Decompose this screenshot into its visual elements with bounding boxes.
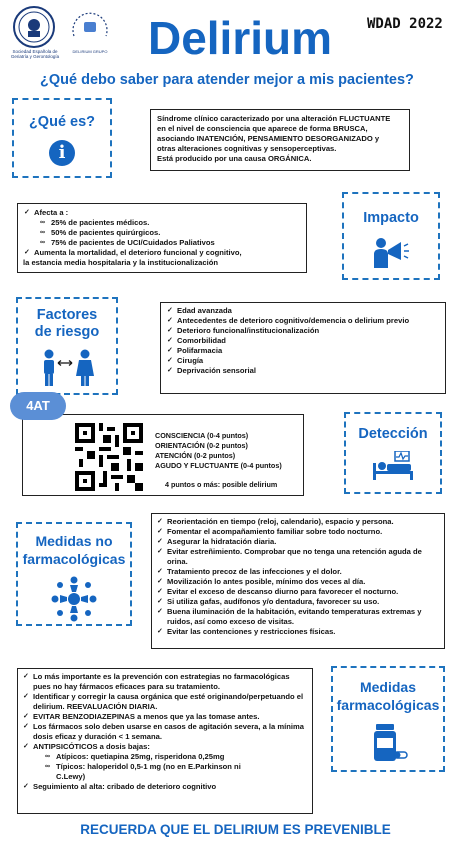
info-icon: i (49, 140, 75, 166)
deteccion-box (22, 414, 304, 496)
aumenta-text: ✓ Aumenta la mortalidad, el deterioro funcional y cognitivo, la estancia media hospitalaria y la institucionalización (23, 248, 301, 268)
no-farma-item: ✓ Evitar el exceso de descanso diurno para favorecer el nocturno. (156, 587, 440, 597)
deteccion-title: Detección (358, 426, 428, 442)
no-farma-item: ✓ Evitar estreñimiento. Comprobar que no tenga una retención aguda de orina. (156, 547, 440, 567)
impacto-item: ∞ 25% de pacientes médicos. (23, 218, 301, 228)
no-farma-list (151, 513, 445, 649)
factor-item: ✓ Comorbilidad (166, 336, 440, 346)
que-es-definition: Síndrome clínico caracterizado por una alteración FLUCTUANTE en el nivel de consciencia que aparece de forma BRUSCA, asociando INATENCIÓN, PENSAMIENTO DESORGANIZADO y otras alteraciones cognitivas y sensoperceptivas. Está producido por una causa ORGÁNICA. (150, 109, 410, 171)
qr-code (75, 423, 143, 491)
badge-wdad: WDAD 2022 (367, 16, 443, 32)
care-hands-icon (49, 574, 99, 624)
no-farma-item: ✓ Movilización lo antes posible, mínimo dos veces al día. (156, 577, 440, 587)
impacto-title: Impacto (363, 210, 419, 226)
page-title: Delirium (147, 12, 333, 64)
farma-subitem: ∞ Típicos: haloperidol 0,5-1 mg (no en E.Parkinson ni C.Lewy) (28, 762, 308, 782)
factores-list (160, 302, 446, 394)
impacto-card (342, 192, 440, 280)
hospital-bed-icon (371, 451, 415, 481)
que-es-title: ¿Qué es? (28, 114, 96, 130)
afecta-label: ✓ Afecta a : (23, 208, 301, 218)
factor-item: ✓ Polifarmacia (166, 346, 440, 356)
farma-last-item: ✓ Seguimiento al alta: cribado de deterioro cognitivo (22, 782, 308, 792)
no-farma-item: ✓ Si utiliza gafas, audífonos y/o dentadura, favorecer su uso. (156, 597, 440, 607)
page-subtitle: ¿Qué debo saber para atender mejor a mis pacientes? (40, 72, 414, 88)
footer-reminder: RECUERDA QUE EL DELIRIUM ES PREVENIBLE (80, 822, 391, 837)
factor-item: ✓ Edad avanzada (166, 306, 440, 316)
farma-list (17, 668, 313, 814)
factor-item: ✓ Cirugía (166, 356, 440, 366)
megaphone-person-icon (371, 236, 411, 268)
factores-card (16, 297, 118, 395)
farma-item: ✓ EVITAR BENZODIAZEPINAS a menos que ya las tomase antes. (22, 712, 308, 722)
farma-subitem: ∞ Atípicos: quetiapina 25mg, risperidona 0,25mg (28, 752, 308, 762)
logo-segg-caption: Sociedad Española de Geriatría y Gerontología (10, 49, 60, 59)
pill-bottle-icon (368, 722, 408, 764)
que-es-card (12, 98, 112, 178)
deteccion-lines: CONSCIENCIA (0-4 puntos) ORIENTACIÓN (0-2 puntos) ATENCIÓN (0-2 puntos) AGUDO Y FLUCTUANTE (0-4 puntos) 4 puntos o más: posible delirium (155, 431, 282, 489)
farma-item: ✓ ANTIPSICÓTICOS a dosis bajas: (22, 742, 308, 752)
factor-item: ✓ Antecedentes de deterioro cognitivo/demencia o delirium previo (166, 316, 440, 326)
impacto-item: ∞ 50% de pacientes quirúrgicos. (23, 228, 301, 238)
no-farma-title: Medidas no farmacológicas (22, 533, 126, 567)
deteccion-card (344, 412, 442, 494)
farma-card (331, 666, 445, 772)
impacto-text (17, 203, 307, 273)
no-farma-item: ✓ Buena iluminación de la habitación, evitando temperaturas extremas y ruidos, así como exceso de visitas. (156, 607, 440, 627)
no-farma-item: ✓ Reorientación en tiempo (reloj, calendario), espacio y persona. (156, 517, 440, 527)
farma-item: ✓ Los fármacos solo deben usarse en casos de agitación severa, a la mínima dosis eficaz y duración < 1 semana. (22, 722, 308, 742)
people-icon (40, 349, 94, 387)
farma-item: ✓ Identificar y corregir la causa orgánica que esté originando/perpetuando el delirium. REEVALUACIÓN DIARIA. (22, 692, 308, 712)
factor-item: ✓ Deterioro funcional/institucionalización (166, 326, 440, 336)
tag-4at: 4AT (10, 392, 66, 420)
factores-title: Factores de riesgo (34, 307, 100, 340)
no-farma-item: ✓ Fomentar el acompañamiento familiar sobre todo nocturno. (156, 527, 440, 537)
logo-delirium-group (68, 6, 112, 56)
no-farma-item: ✓ Evitar las contenciones y restricciones físicas. (156, 627, 440, 637)
farma-item: ✓ Lo más importante es la prevención con estrategias no farmacológicas pues no hay fármacos eficaces para su tratamiento. (22, 672, 308, 692)
farma-title: Medidas farmacológicas (336, 679, 440, 713)
logo-delirium-caption: DELIRIUM GRUPO (72, 49, 108, 54)
factor-item: ✓ Deprivación sensorial (166, 366, 440, 376)
no-farma-card (16, 522, 132, 626)
no-farma-item: ✓ Asegurar la hidratación diaria. (156, 537, 440, 547)
no-farma-item: ✓ Tratamiento precoz de las infecciones y el dolor. (156, 567, 440, 577)
impacto-item: ∞ 75% de pacientes de UCI/Cuidados Paliativos (23, 238, 301, 248)
